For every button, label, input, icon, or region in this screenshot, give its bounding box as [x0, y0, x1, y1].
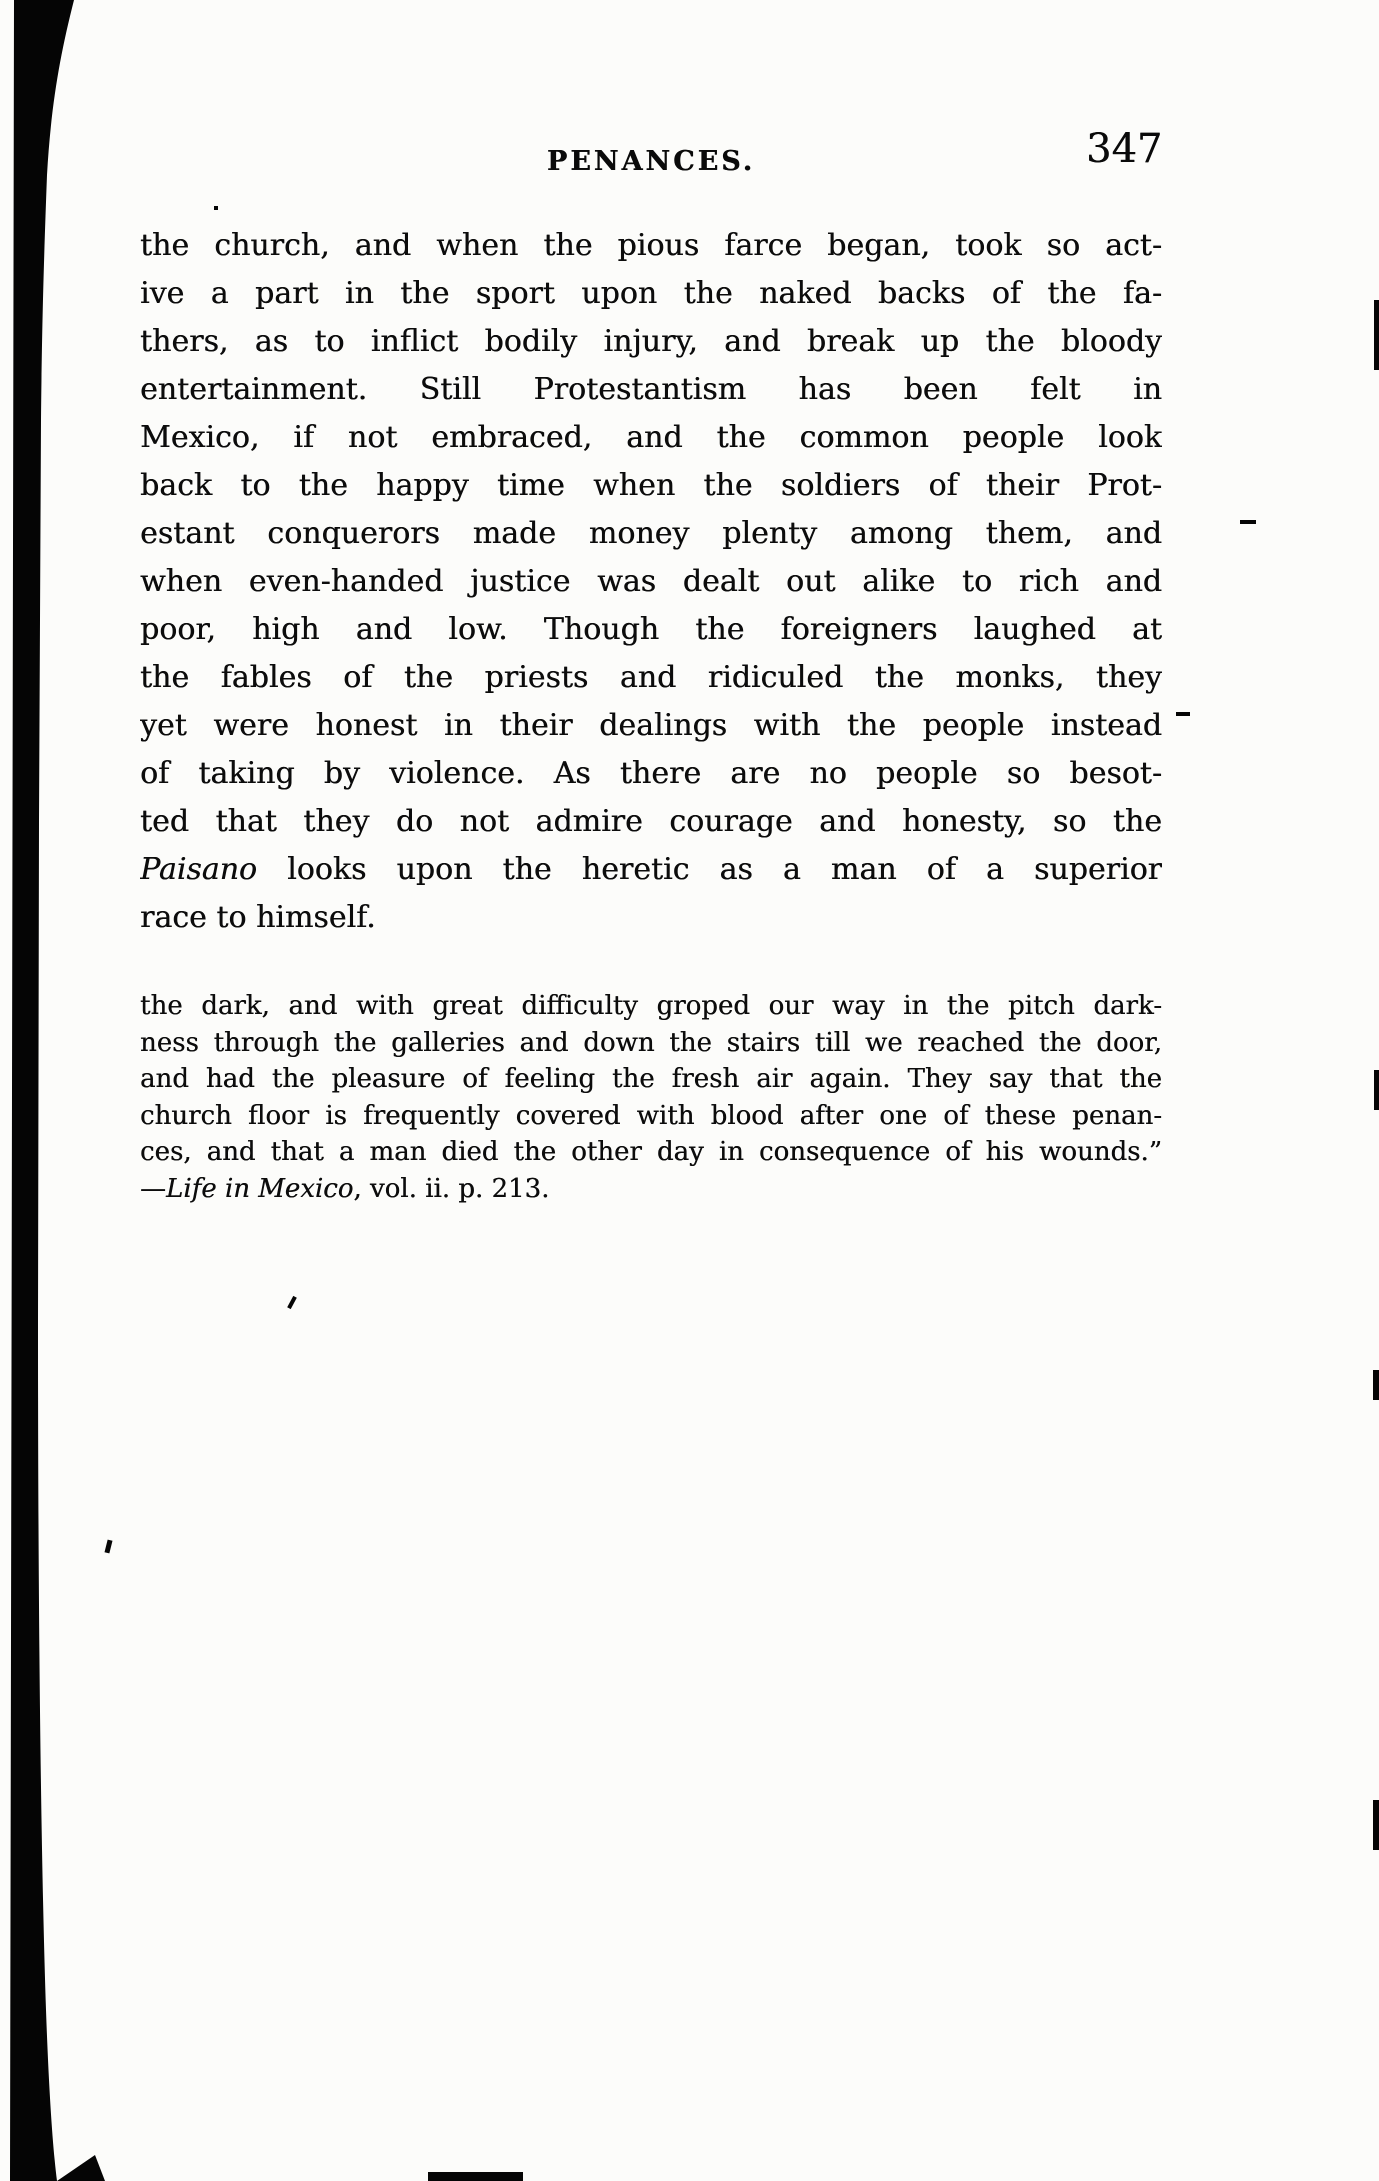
footnote [140, 988, 1162, 1207]
running-header: PENANCES. [546, 146, 756, 177]
body-line-text: looks upon the heretic as a man of a superior [256, 852, 1162, 887]
scan-speck [214, 206, 218, 210]
footnote-line: and had the pleasure of feeling the fresh air again. They say that the [140, 1064, 1162, 1094]
body-line: yet were honest in their dealings with the people instead [140, 708, 1162, 743]
italic-word: Paisano [140, 852, 257, 887]
body-line: ive a part in the sport upon the naked backs of the fa- [140, 276, 1162, 311]
citation-title: Life in Mexico [166, 1173, 354, 1204]
page-number: 347 [1086, 126, 1163, 172]
body-line [140, 846, 1162, 894]
scan-edge-tick [1373, 1800, 1379, 1850]
citation-rest: , vol. ii. p. 213. [353, 1173, 550, 1204]
body-line: the church, and when the pious farce began, took so act- [140, 228, 1162, 263]
scan-speck [1176, 712, 1190, 716]
scan-edge-tick [1374, 1070, 1379, 1110]
footnote-line: the dark, and with great difficulty groped our way in the pitch dark- [140, 991, 1162, 1021]
body-line: of taking by violence. As there are no people so besot- [140, 756, 1162, 791]
footnote-citation [140, 1171, 1162, 1208]
footnote-line: ness through the galleries and down the stairs till we reached the door, [140, 1027, 1162, 1058]
main-paragraph [140, 222, 1162, 942]
body-line: entertainment. Still Protestantism has been felt in [140, 372, 1162, 407]
scan-gutter-shadow [0, 0, 130, 2181]
citation-dash: — [140, 1173, 166, 1204]
body-line: back to the happy time when the soldiers of their Prot- [140, 468, 1162, 503]
body-line: when even-handed justice was dealt out alike to rich and [140, 564, 1162, 599]
body-line: Mexico, if not embraced, and the common people look [140, 420, 1162, 455]
body-line: the fables of the priests and ridiculed the monks, they [140, 660, 1162, 695]
footnote-line: ces, and that a man died the other day in consequence of his wounds.” [140, 1137, 1162, 1167]
footnote-line: church floor is frequently covered with blood after one of these penan- [140, 1100, 1162, 1131]
body-line: estant conquerors made money plenty among them, and [140, 516, 1162, 551]
scan-edge-tick [1373, 1370, 1379, 1400]
scan-speck [428, 2172, 523, 2181]
body-line: thers, as to inflict bodily injury, and break up the bloody [140, 324, 1162, 359]
scan-edge-tick [1374, 300, 1379, 370]
scan-speck [1240, 520, 1256, 524]
scan-speck [287, 1296, 297, 1309]
body-line: race to himself. [140, 900, 376, 935]
body-line: ted that they do not admire courage and honesty, so the [140, 804, 1162, 839]
body-line: poor, high and low. Though the foreigners laughed at [140, 612, 1162, 647]
